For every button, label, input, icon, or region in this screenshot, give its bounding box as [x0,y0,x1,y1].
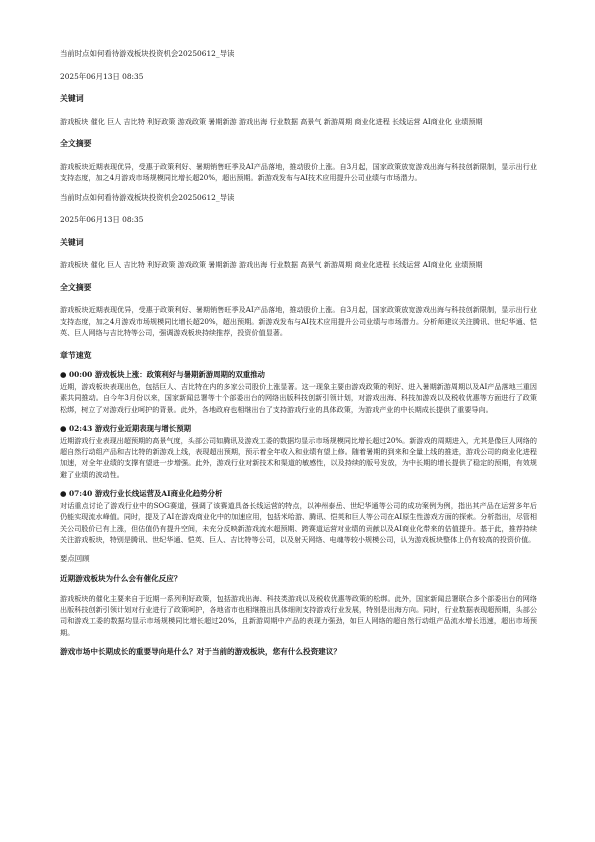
keywords-heading-repeat: 关键词 [60,237,84,247]
qa-item [60,573,537,638]
doc-title: 当前时点如何看待游戏板块投资机会20250612_导读 [60,49,235,58]
keywords-heading: 关键词 [60,94,84,104]
chapters-heading: 章节速览 [60,350,92,360]
summary-heading: 全文摘要 [60,139,92,149]
summary-heading-repeat: 全文摘要 [60,282,92,292]
doc-date-repeat: 2025年06月13日 08:35 [60,215,144,225]
keywords-text-repeat: 游戏板块 催化 巨人 吉比特 利好政策 游戏政策 暑期新游 游戏出海 行业数据 高景气 新游周期 商业化进程 长线运营 AI商业化 业绩预期 [60,260,483,270]
summary-text-repeat: 游戏板块近期表现优异，受惠于政策利好、暑期销售旺季及AI产品落地，推动股价上涨。自3月起，国家政策放宽游戏出海与科技创新限制，显示出行业支持态度，加之4月游戏市场规模同比增长超20%，超出预期。新游戏发布与AI技术应用提升公司业绩与市场潜力。分析师建议关注腾讯、世纪华通、恺英、巨人网络与吉比特等公司，强调游戏板块持续推荐，投资价值显著。 [60,305,537,338]
doc-title-repeat: 当前时点如何看待游戏板块投资机会20250612_导读 [60,192,235,202]
chapter-title: ● 00:00 游戏板块上涨：政策利好与暑期新游周期的双重推动 [60,370,265,380]
chapter-item [60,369,537,415]
chapter-title: ● 02:43 游戏行业近期表现与增长预期 [60,424,191,433]
qa-answer: 游戏板块的催化主要来自于近期一系列利好政策，包括游戏出海、科技类游戏以及税收优惠等政策的松绑。此外，国家新闻总署联合多个部委出台的网络出版科技创新引领计划对行业进行了政策呵护，各地省市也相继推出具体细则支持游戏行业发展，特别是出海方向。同时，行业数据表现超预期，头部公司和游戏工委的数据均显示市场规模同比增长超过20%，且新游周期中产品的表现力强劲，如巨人网络的超自然行动组产品流水增长迅速，超出市场预期。 [60,593,537,637]
chapter-text: 近期，游戏板块表现出色，包括巨人、吉比特在内的多家公司股价上涨显著。这一现象主要由游戏政策的利好、进入暑期新游周期以及AI产品落地三重因素共同推动。自今年3月份以来，国家新闻总署等十个部委出台的网络出版科技创新引领计划，对游戏出海、科技加游戏以及税收优惠等方面进行了政策松绑，树立了对游戏行业呵护的背景。此外，各地政府也相继出台了支持游戏行业的具体政策，为游戏产业的中长期成长提供了重要导向。 [60,381,537,414]
summary-text: 游戏板块近期表现优异，受惠于政策利好、暑期销售旺季及AI产品落地，推动股价上涨。自3月起，国家政策放宽游戏出海与科技创新限制，显示出行业支持态度，加之4月游戏市场规模同比增长超20%，超出预期。新游戏发布与AI技术应用提升公司业绩与市场潜力。 [60,161,537,183]
qa-item [60,646,537,658]
doc-date: 2025年06月13日 08:35 [60,71,144,81]
chapter-text: 近期游戏行业表现出超预期的高景气度，头部公司如腾讯及游戏工委的数据均显示市场规模同比增长超过20%。新游戏的周期进入，尤其是像巨人网络的超自然行动组产品和吉比特的新游戏上线，表现超出预期，预示着全年收入和业绩有望上修。随着暑期的到来和全量上线的推进，游戏公司的商业化进程加速，对全年业绩的支撑有望进一步增强。此外，游戏行业对新技术和渠道的敏感性，以及持续的版号发放，为中长期的增长提供了稳定的预期，有效规避了业绩的波动性。 [60,435,537,479]
keywords-text: 游戏板块 催化 巨人 吉比特 利好政策 游戏政策 暑期新游 游戏出海 行业数据 高景气 新游周期 商业化进程 长线运营 AI商业化 业绩预期 [60,116,483,126]
chapter-title: ● 07:40 游戏行业长线运营及AI商业化趋势分析 [60,489,223,499]
chapter-item [60,488,537,545]
chapter-text: 对话重点讨论了游戏行业中的SOG赛道，强调了该赛道具备长线运营的特点，以神州泰岳、世纪华通等公司的成功案例为例，指出其产品在运营多年后仍能实现流水峰值。同时，提及了AI在游戏商业化中的加速应用，包括米哈游、腾讯、恺英和巨人等公司在AI原生性游戏方面的探索。分析指出，尽管相关公司股价已有上涨，但估值仍有提升空间，未充分反映新游戏流水超预期、跨赛道运营对业绩的贡献以及AI商业化带来的估值提升。基于此，推荐持续关注游戏板块，特别是腾讯、世纪华通、恺英、巨人、吉比特等公司，以及射天网络、电魂等较小规模公司，认为游戏板块整体上仍有较高的投资价值。 [60,500,537,545]
qa-question: 游戏市场中长期成长的重要导向是什么？对于当前的游戏板块，您有什么投资建议？ [60,647,341,657]
qa-question: 近期游戏板块为什么会有催化反应？ [60,574,182,584]
review-heading: 要点回顾 [60,554,90,564]
chapter-item [60,423,537,480]
